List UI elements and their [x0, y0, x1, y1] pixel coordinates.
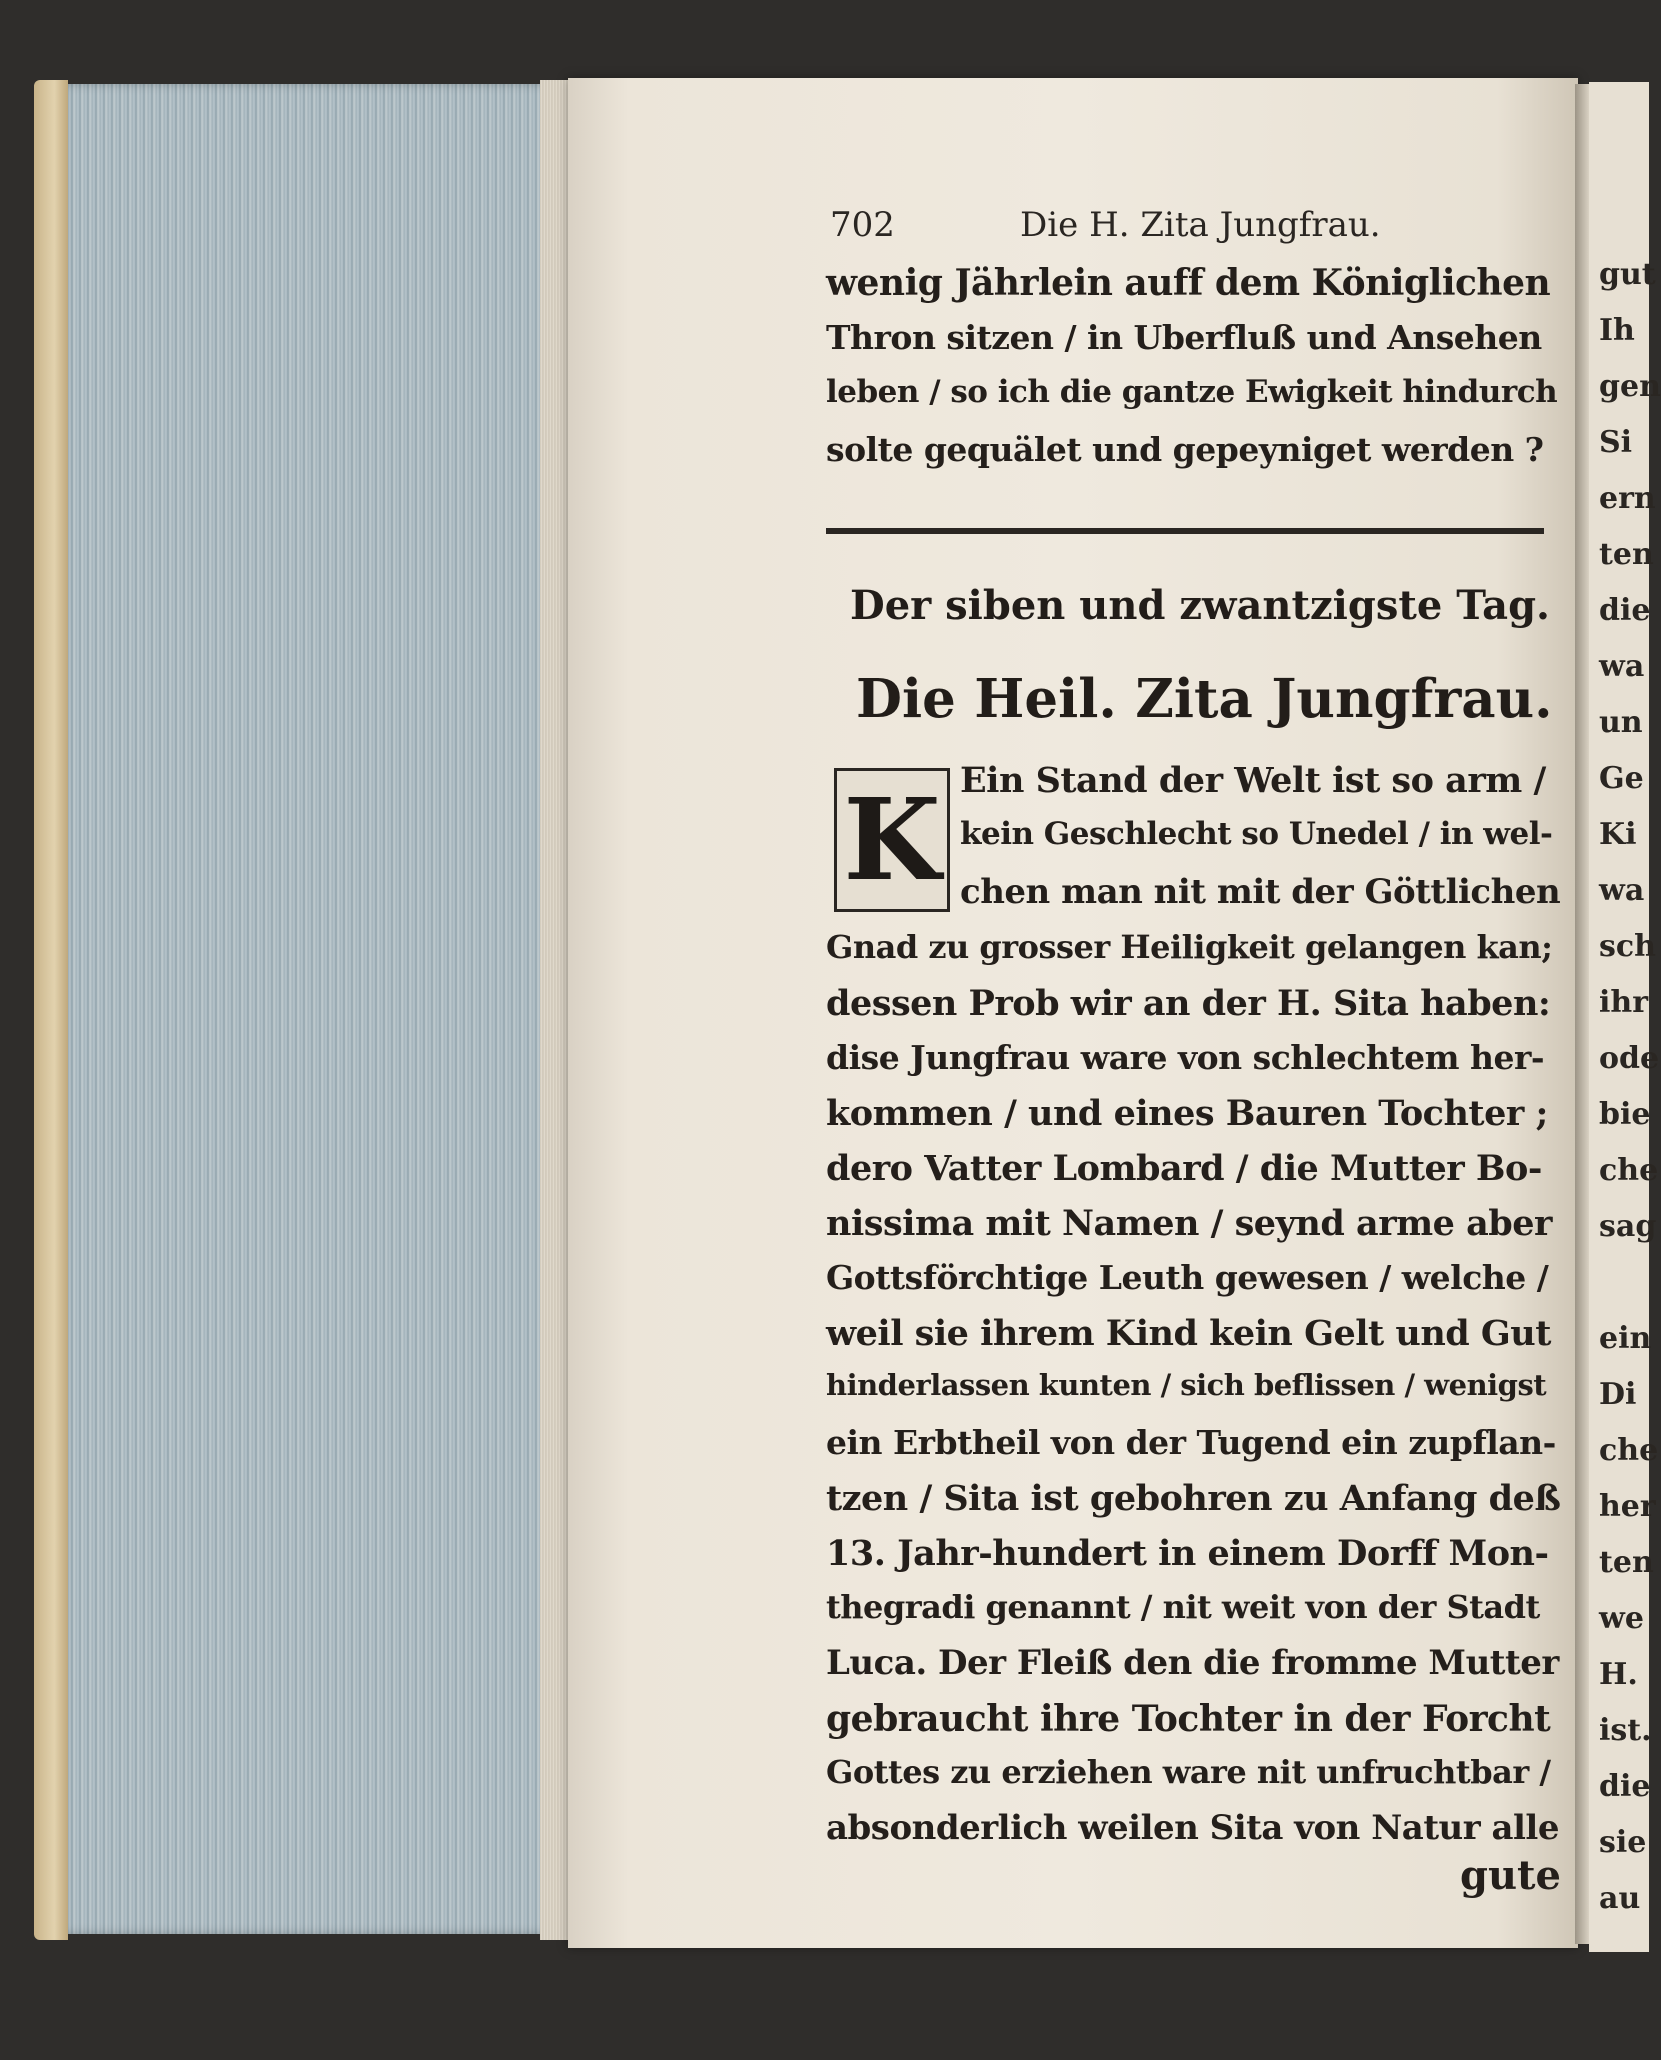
text-line: thegradi genannt / nit weit von der Stadt: [826, 1588, 1540, 1626]
next-page-fragment: ihr: [1599, 985, 1649, 1020]
chapter-day-heading: Der siben und zwantzigste Tag.: [850, 582, 1550, 629]
text-line: Gottes zu erziehen ware nit unfruchtbar /: [826, 1753, 1551, 1791]
text-line: 13. Jahr-hundert in einem Dorff Mon-: [826, 1533, 1549, 1574]
text-line: dise Jungfrau ware von schlechtem her-: [826, 1038, 1545, 1077]
book-gutter: [1575, 84, 1589, 1944]
next-page-fragment: die: [1599, 593, 1651, 628]
decorated-initial: [834, 768, 950, 912]
text-line: ein Erbtheil von der Tugend ein zupflan-: [826, 1423, 1556, 1462]
next-page-fragment: wa: [1599, 873, 1645, 908]
saint-title-heading: Die Heil. Zita Jungfrau.: [856, 668, 1553, 730]
next-page-fragment: Ih: [1599, 313, 1635, 348]
next-page-fragment: we: [1599, 1601, 1644, 1636]
book-fore-edge: [68, 84, 568, 1934]
text-line: hinderlassen kunten / sich beflissen / wenigst: [826, 1368, 1547, 1402]
text-line: Gottsförchtige Leuth gewesen / welche /: [826, 1258, 1549, 1297]
running-head-title: Die H. Zita Jungfrau.: [1020, 205, 1381, 245]
next-page-fragment: sch: [1599, 929, 1656, 964]
text-line: Gnad zu grosser Heiligkeit gelangen kan;: [826, 928, 1553, 966]
next-page-fragment: ern: [1599, 481, 1656, 516]
next-page-fragment: ist.: [1599, 1713, 1652, 1748]
text-line: kein Geschlecht so Unedel / in wel-: [960, 816, 1553, 852]
next-page-fragment: ten: [1599, 1545, 1654, 1580]
text-line: Thron sitzen / in Uberfluß und Ansehen: [826, 318, 1542, 357]
text-line: wenig Jährlein auff dem Königlichen: [826, 262, 1551, 304]
next-page-fragment: Ge: [1599, 761, 1644, 796]
next-page-fragment: Si: [1599, 425, 1633, 460]
next-page-fragment: sie: [1599, 1825, 1647, 1860]
next-page-fragment: bie: [1599, 1097, 1651, 1132]
text-line: chen man nit mit der Göttlichen: [960, 872, 1561, 912]
text-line: Ein Stand der Welt ist so arm /: [960, 760, 1546, 801]
next-page-fragment: au: [1599, 1881, 1641, 1916]
text-line: absonderlich weilen Sita von Natur alle: [826, 1808, 1559, 1848]
page-stack: [540, 80, 570, 1940]
next-page-fragment: che: [1599, 1433, 1659, 1468]
next-page-fragment: un: [1599, 705, 1643, 740]
next-page-edge: [1589, 82, 1661, 1952]
section-divider: [826, 528, 1544, 534]
next-page-fragment: gut: [1599, 257, 1656, 292]
page-number: 702: [830, 205, 895, 245]
text-line: kommen / und eines Bauren Tochter ;: [826, 1093, 1548, 1134]
text-line: solte gequälet und gepeyniget werden ?: [826, 430, 1544, 469]
text-line: weil sie ihrem Kind kein Gelt und Gut: [826, 1313, 1551, 1354]
next-page-fragment: ein: [1599, 1321, 1652, 1356]
text-line: dero Vatter Lombard / die Mutter Bo-: [826, 1148, 1542, 1189]
next-page-fragment: Ki: [1599, 817, 1637, 852]
next-page-fragment: gen: [1599, 369, 1661, 404]
catchword: gute: [1460, 1852, 1561, 1899]
next-page-fragment: sag: [1599, 1209, 1657, 1244]
text-line: nissima mit Namen / seynd arme aber: [826, 1203, 1552, 1244]
next-page-fragment: Di: [1599, 1377, 1637, 1412]
text-line: tzen / Sita ist gebohren zu Anfang deß: [826, 1478, 1561, 1519]
next-page-fragment: wa: [1599, 649, 1645, 684]
book-cover-edge: [34, 80, 68, 1940]
next-page-fragment: her: [1599, 1489, 1656, 1524]
initial-letter: K: [843, 774, 941, 906]
next-page-fragment: die: [1599, 1769, 1651, 1804]
next-page-fragment: ode: [1599, 1041, 1660, 1076]
next-page-fragment: H.: [1599, 1657, 1638, 1692]
text-line: Luca. Der Fleiß den die fromme Mutter: [826, 1643, 1559, 1683]
text-line: leben / so ich die gantze Ewigkeit hindurch: [826, 374, 1558, 410]
next-page-fragment: che: [1599, 1153, 1659, 1188]
next-page-fragment: ten: [1599, 537, 1654, 572]
text-line: dessen Prob wir an der H. Sita haben:: [826, 983, 1551, 1024]
text-line: gebraucht ihre Tochter in der Forcht: [826, 1698, 1551, 1740]
